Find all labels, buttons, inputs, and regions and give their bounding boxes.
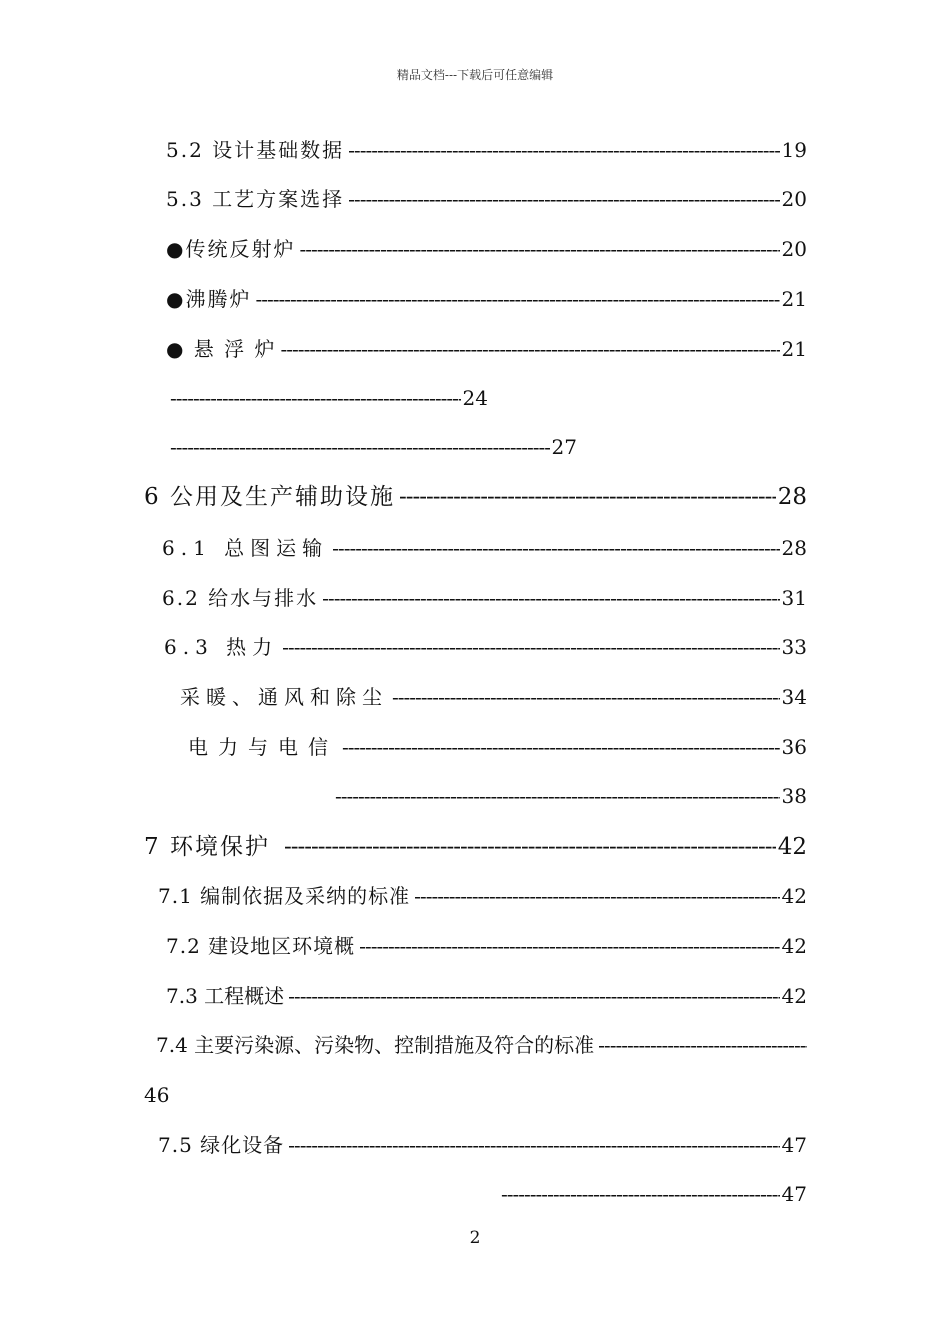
leader-dots [288,983,779,1009]
leader-dots [170,434,550,460]
toc-label: 7.3 工程概述 [166,984,285,1008]
toc-page: 20 [781,187,807,211]
toc-entry[interactable] [166,236,807,262]
toc-page: 42 [777,834,807,860]
leader-dots [322,585,779,611]
toc-entry[interactable] [158,883,807,909]
toc-page: 21 [781,337,807,361]
toc-entry[interactable] [166,933,807,959]
leader-dots [255,286,779,312]
toc-entry[interactable] [166,983,807,1009]
toc-entry[interactable] [164,634,807,660]
toc-page: 47 [781,1182,807,1206]
toc-page: 42 [781,884,807,908]
toc-entry[interactable] [166,434,577,460]
toc-label: 6.2 给水与排水 [162,586,319,610]
toc-page: 28 [777,484,807,510]
toc-label: 电力与电信 [188,735,338,759]
toc-page: 27 [551,435,577,459]
toc-page: 19 [781,138,807,162]
leader-dots [399,484,776,510]
toc-entry[interactable] [497,1181,807,1207]
leader-dots [348,137,779,163]
leader-dots [288,1132,779,1158]
toc-chapter[interactable] [144,834,807,860]
leader-dots [332,535,779,561]
leader-dots [348,186,779,212]
leader-dots [170,385,461,411]
toc-label: 5.2 设计基础数据 [166,138,345,162]
toc-label: 6.1 总图运输 [162,536,329,560]
leader-dots [282,634,779,660]
toc-label: 7.4 主要污染源、污染物、控制措施及符合的标准 [156,1033,595,1057]
toc-label: 7.5 绿化设备 [158,1133,285,1157]
toc-page: 42 [781,934,807,958]
page-number: 2 [469,1228,481,1248]
toc-page: 33 [781,635,807,659]
toc-entry[interactable] [162,585,807,611]
toc-entry[interactable] [166,137,807,163]
toc-label: 采暖、通风和除尘 [180,685,388,709]
toc-label: 6 公用及生产辅助设施 [144,484,395,510]
toc-page: 38 [781,784,807,808]
toc-page: 31 [781,586,807,610]
toc-page: 34 [781,685,807,709]
toc-label: 7 环境保护 [144,834,270,860]
toc-label: 6.3 热力 [164,635,279,659]
leader-dots [359,933,779,959]
toc-label: 7.2 建设地区环境概 [166,934,356,958]
toc-page: 20 [781,237,807,261]
toc-page: 24 [462,386,488,410]
leader-dots [281,336,780,362]
toc-label: ●传统反射炉 [166,237,296,261]
leader-dots [501,1181,780,1207]
leader-dots [598,1032,807,1058]
leader-dots [335,783,780,809]
leader-dots [284,834,776,860]
leader-dots [414,883,779,909]
toc-entry[interactable] [158,1132,807,1158]
toc-entry[interactable] [166,385,488,411]
toc-label: ● 悬 浮 炉 [166,337,277,361]
toc-page: 36 [781,735,807,759]
toc-page: 28 [781,536,807,560]
toc-page: 47 [781,1133,807,1157]
toc-page: 21 [781,287,807,311]
toc-label: ●沸腾炉 [166,287,252,311]
toc-page-wrapped: 46 [144,1083,170,1107]
toc-entry[interactable] [166,186,807,212]
toc-entry[interactable] [180,684,807,710]
leader-dots [299,236,779,262]
toc-entry[interactable] [156,1032,807,1058]
page-header: 精品文档---下载后可任意编辑 [396,68,554,82]
leader-dots [342,734,780,760]
toc-chapter[interactable] [144,484,807,510]
toc-label: 7.1 编制依据及采纳的标准 [158,884,411,908]
toc-entry[interactable] [188,734,807,760]
toc-entry[interactable] [166,336,807,362]
toc-entry[interactable] [162,535,807,561]
toc-page: 42 [781,984,807,1008]
toc-entry[interactable] [166,286,807,312]
toc-entry[interactable] [331,783,807,809]
leader-dots [392,684,780,710]
toc-label: 5.3 工艺方案选择 [166,187,345,211]
